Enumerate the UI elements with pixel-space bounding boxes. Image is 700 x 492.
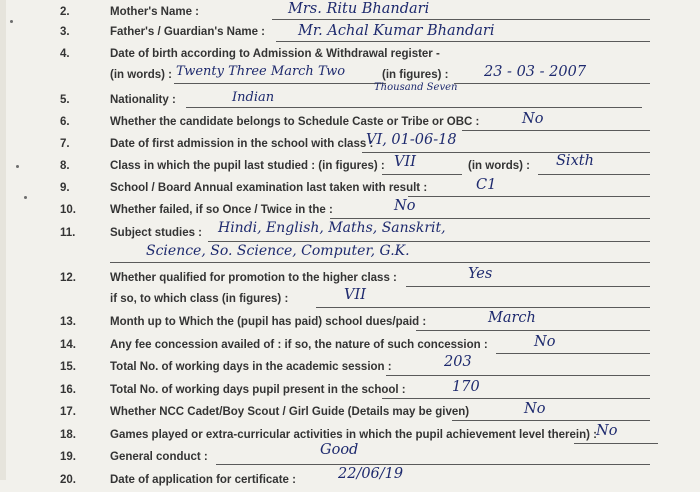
field-label: Father's / Guardian's Name : xyxy=(110,26,266,38)
row-number: 8. xyxy=(60,160,70,172)
answer-line xyxy=(538,174,650,175)
field-label: Class in which the pupil last studied : (in figures) : xyxy=(110,160,385,172)
subjects-value-continued: Science, So. Science, Computer, G.K. xyxy=(146,243,410,259)
row-number: 17. xyxy=(60,406,76,418)
dob-words-continued: Thousand Seven xyxy=(374,82,458,93)
field-label: Date of first admission in the school with class : xyxy=(110,138,374,150)
answer-line xyxy=(216,464,650,465)
row-number: 20. xyxy=(60,474,76,486)
exam-result-value: C1 xyxy=(476,177,497,193)
row-number: 19. xyxy=(60,451,76,463)
row-last-exam xyxy=(0,177,700,200)
row-last-class xyxy=(0,153,700,178)
answer-line xyxy=(496,353,650,354)
mothers-name-value: Mrs. Ritu Bhandari xyxy=(288,1,430,17)
answer-line xyxy=(406,286,650,287)
row-number: 13. xyxy=(60,316,76,328)
field-label: Whether NCC Cadet/Boy Scout / Girl Guide (Details may be given) xyxy=(110,406,470,418)
row-number: 12. xyxy=(60,272,76,284)
field-label: Total No. of working days in the academic session : xyxy=(110,361,392,373)
row-ncc-scout xyxy=(0,401,700,424)
answer-line xyxy=(110,262,650,263)
answer-line xyxy=(330,218,650,219)
row-number: 7. xyxy=(60,138,70,150)
answer-line xyxy=(408,196,650,197)
row-number: 3. xyxy=(60,26,70,38)
row-promotion-class xyxy=(0,287,700,311)
row-days-present xyxy=(0,379,700,402)
days-present-value: 170 xyxy=(452,379,480,395)
field-label: (in words) : xyxy=(468,160,530,172)
row-nationality xyxy=(0,92,700,112)
answer-line xyxy=(386,375,650,376)
row-fee-concession xyxy=(0,334,700,357)
field-label: Date of application for certificate : xyxy=(110,474,296,486)
row-subjects xyxy=(0,220,700,245)
row-date-of-birth-values xyxy=(0,64,700,87)
answer-line xyxy=(316,307,650,308)
answer-line xyxy=(362,152,650,153)
answer-line xyxy=(276,41,650,42)
answer-line xyxy=(272,19,650,20)
row-dues-paid xyxy=(0,310,700,334)
ncc-value: No xyxy=(524,401,546,417)
field-label: General conduct : xyxy=(110,451,208,463)
promotion-class-value: VII xyxy=(344,287,366,303)
field-label: Mother's Name : xyxy=(110,6,200,18)
first-admission-value: VI, 01-06-18 xyxy=(366,132,457,148)
fee-concession-value: No xyxy=(534,334,556,350)
field-label: Total No. of working days pupil present in the school : xyxy=(110,384,406,396)
promotion-value: Yes xyxy=(468,266,493,282)
answer-line xyxy=(186,107,642,108)
row-first-admission xyxy=(0,132,700,156)
dob-figures-value: 23 - 03 - 2007 xyxy=(484,64,587,80)
subjects-value: Hindi, English, Maths, Sanskrit, xyxy=(218,220,446,236)
row-number: 4. xyxy=(60,48,70,60)
games-value: No xyxy=(596,423,618,439)
row-number: 2. xyxy=(60,6,70,18)
application-date-value: 22/06/19 xyxy=(338,466,404,482)
answer-line xyxy=(462,130,650,131)
row-mothers-name xyxy=(0,1,700,24)
field-label: Month up to Which the (pupil has paid) school dues/paid : xyxy=(110,316,427,328)
row-number: 10. xyxy=(60,204,76,216)
row-number: 9. xyxy=(60,182,70,194)
failed-value: No xyxy=(394,198,416,214)
field-label: Games played or extra-curricular activities in which the pupil achievement level therein) : xyxy=(110,429,597,441)
field-label: Whether qualified for promotion to the higher class : xyxy=(110,272,397,284)
row-subjects-continued xyxy=(0,243,700,266)
last-class-figures-value: VII xyxy=(394,154,416,170)
last-class-words-value: Sixth xyxy=(556,153,594,169)
row-failed xyxy=(0,198,700,222)
answer-line xyxy=(452,420,650,421)
caste-value: No xyxy=(522,111,544,127)
field-label: Any fee concession availed of : if so, the nature of such concession : xyxy=(110,339,488,351)
general-conduct-value: Good xyxy=(320,442,359,458)
row-application-date xyxy=(0,466,700,492)
working-days-value: 203 xyxy=(444,354,472,370)
row-working-days xyxy=(0,354,700,379)
field-label: Whether the candidate belongs to Schedule Caste or Tribe or OBC : xyxy=(110,116,480,128)
row-number: 11. xyxy=(60,227,76,239)
row-fathers-name xyxy=(0,24,700,44)
field-label: Whether failed, if so Once / Twice in the : xyxy=(110,204,333,216)
answer-line xyxy=(174,83,386,84)
row-date-of-birth xyxy=(0,46,700,66)
field-label: (in words) : xyxy=(110,69,172,81)
answer-line xyxy=(416,330,650,331)
field-label: (in figures) : xyxy=(382,69,449,81)
field-label: Subject studies : xyxy=(110,227,203,239)
fathers-name-value: Mr. Achal Kumar Bhandari xyxy=(298,23,495,39)
answer-line xyxy=(208,241,650,242)
row-number: 16. xyxy=(60,384,76,396)
answer-line xyxy=(574,443,658,444)
answer-line xyxy=(382,398,650,399)
row-number: 15. xyxy=(60,361,76,373)
row-number: 14. xyxy=(60,339,76,351)
dues-paid-value: March xyxy=(488,310,536,326)
answer-line xyxy=(454,83,650,84)
nationality-value: Indian xyxy=(232,90,275,105)
row-number: 5. xyxy=(60,94,70,106)
field-label: School / Board Annual examination last taken with result : xyxy=(110,182,428,194)
dob-words-value: Twenty Three March Two xyxy=(176,64,346,79)
row-caste-category xyxy=(0,111,700,134)
field-label: if so, to which class (in figures) : xyxy=(110,293,289,305)
field-label: Date of birth according to Admission & Withdrawal register - xyxy=(110,48,440,60)
row-number: 6. xyxy=(60,116,70,128)
answer-line xyxy=(382,174,462,175)
field-label: Nationality : xyxy=(110,94,176,106)
row-number: 18. xyxy=(60,429,76,441)
